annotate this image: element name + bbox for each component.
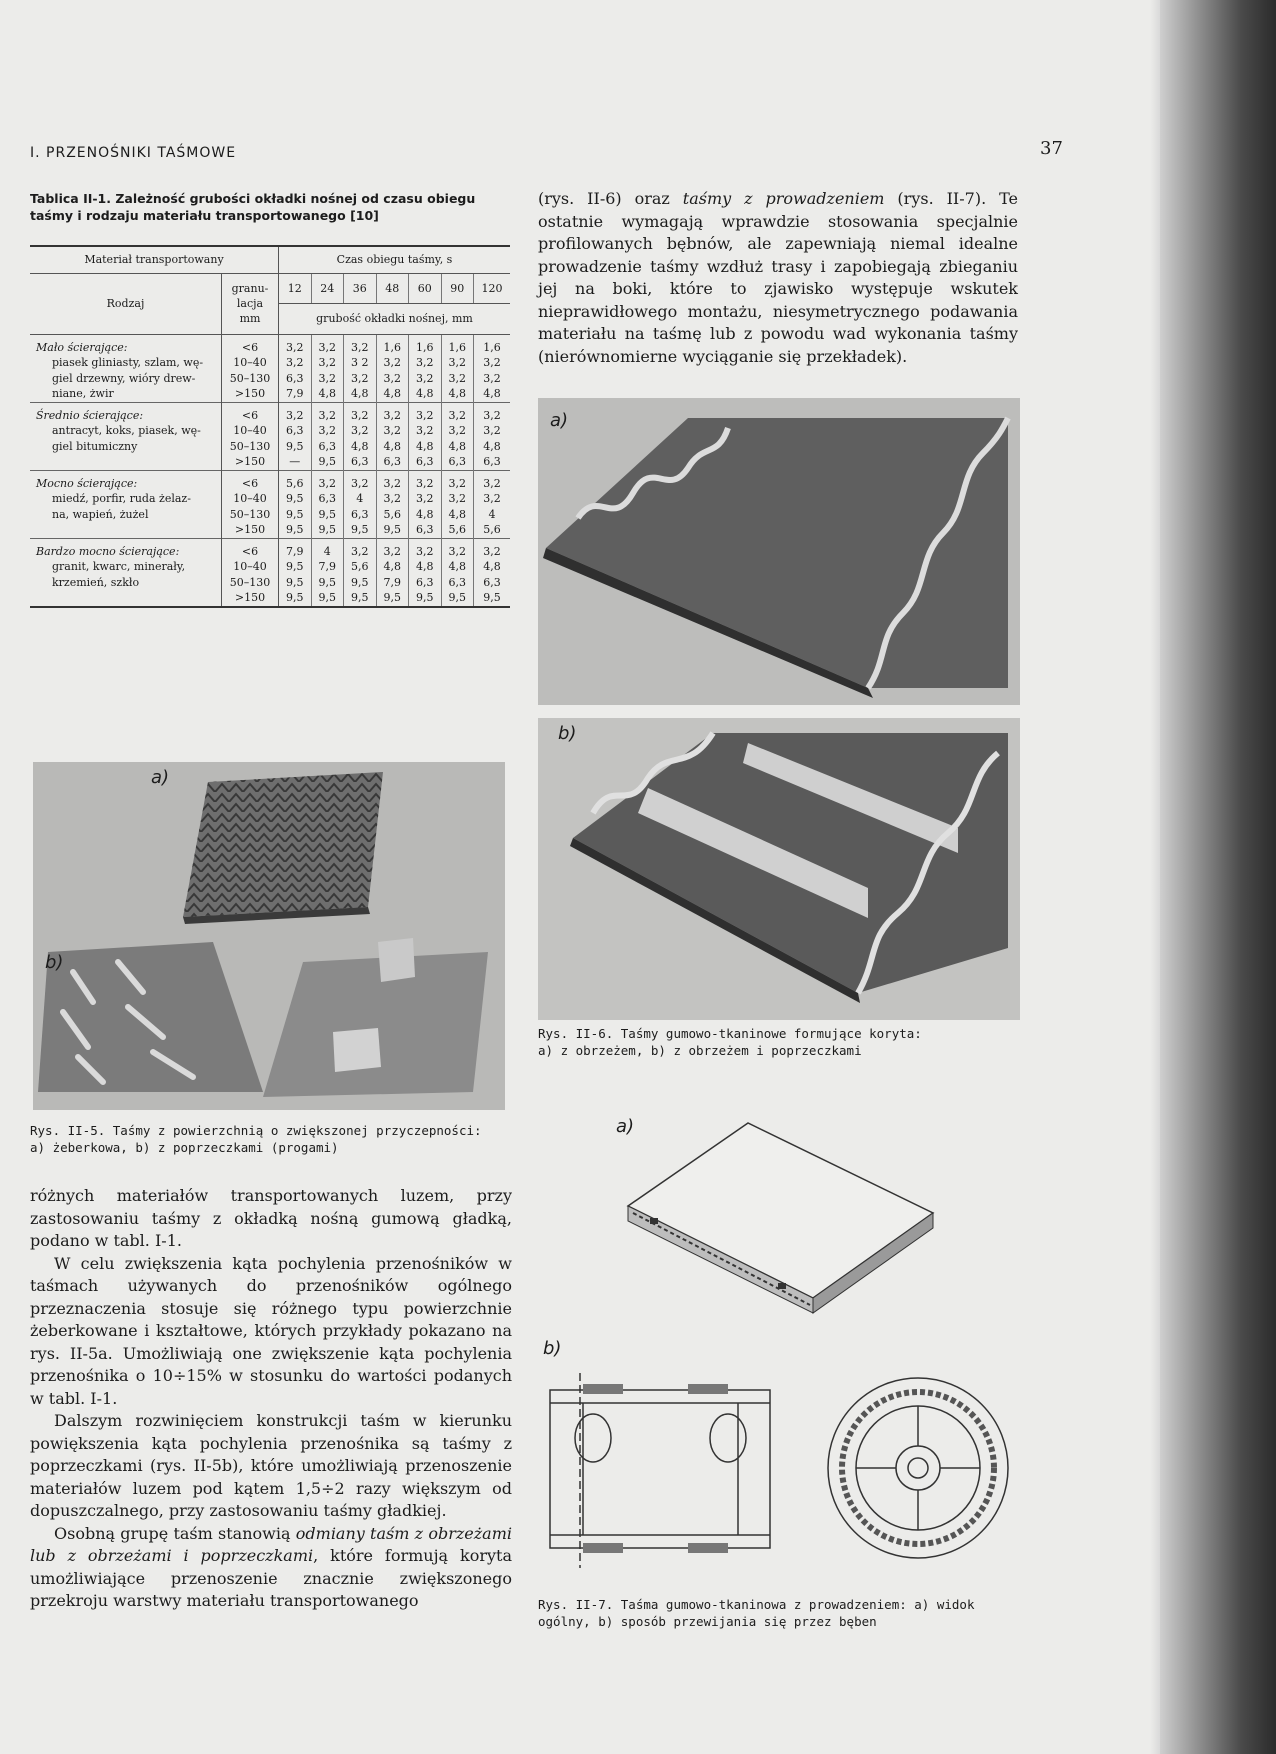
thickness-cell: 6,3	[409, 522, 442, 538]
granulation-cell: 10–40	[222, 355, 279, 371]
thickness-cell: 4,8	[441, 507, 474, 523]
granulation-cell: <6	[222, 470, 279, 491]
thickness-cell: 4,8	[441, 439, 474, 455]
thickness-cell: 5,6	[441, 522, 474, 538]
figure-6-caption	[538, 1025, 1020, 1059]
head-kind: Rodzaj	[30, 273, 222, 334]
thickness-cell: 4,8	[441, 559, 474, 575]
group-description-line	[30, 454, 222, 470]
group-name: Bardzo mocno ścierające:	[30, 538, 222, 559]
granulation-cell: 10–40	[222, 491, 279, 507]
thickness-cell: 9,5	[279, 439, 312, 455]
thickness-cell: 3,2	[441, 470, 474, 491]
figure-6a-drawing	[538, 398, 1020, 705]
table-row	[30, 454, 510, 470]
thickness-cell: 3,2	[376, 355, 409, 371]
group-description-line: piasek gliniasty, szlam, wę-	[30, 355, 222, 371]
thickness-cell: —	[279, 454, 312, 470]
table-row	[30, 355, 510, 371]
granulation-cell: <6	[222, 402, 279, 423]
thickness-cell: 3,2	[311, 402, 344, 423]
granulation-cell: 50–130	[222, 507, 279, 523]
group-description-line: krzemień, szkło	[30, 575, 222, 591]
thickness-cell: 4,8	[483, 387, 501, 400]
thickness-cell: 4,8	[344, 439, 377, 455]
thickness-cell: 3,2	[409, 491, 442, 507]
head-thickness: grubość okładki nośnej, mm	[279, 304, 511, 335]
right-column-text	[538, 188, 1018, 368]
thickness-cell: 6,3	[311, 491, 344, 507]
left-paragraph-2: W celu zwiększenia kąta pochylenia przenośników w taśmach używanych do przenośników ogólnego przeznaczenia stosuje się różnego typu powierzchnie żeberkowane i kształtowe, których przykłady pokazano na rys. II-5a. Umożliwiają one zwiększenie kąta pochylenia przenośnika o 10÷15% w stosunku do wartości podanych w tabl. I-1.	[30, 1253, 512, 1408]
thickness-cell: 3,2	[311, 470, 344, 491]
thickness-cell: 5,6	[344, 559, 377, 575]
group-description-line: na, wapień, żużel	[30, 507, 222, 523]
thickness-cell: 1,6	[441, 334, 474, 355]
thickness-cell: 3,2	[344, 402, 377, 423]
time-48: 48	[376, 273, 409, 304]
thickness-cell: 4,8	[311, 386, 344, 402]
thickness-cell: 3,2	[376, 470, 409, 491]
thickness-cell: 3,2	[344, 470, 377, 491]
figure-5-caption	[30, 1122, 512, 1156]
thickness-cell: 3,2	[441, 491, 474, 507]
group-description-line: giel bitumiczny	[30, 439, 222, 455]
thickness-cell: 3,2	[344, 371, 377, 387]
thickness-cell: 3,2	[311, 334, 344, 355]
table-body	[30, 334, 510, 607]
table-row	[30, 538, 510, 559]
thickness-cell: 6,3	[441, 454, 474, 470]
thickness-cell: 1,6	[409, 334, 442, 355]
thickness-cell: 6,3	[483, 575, 501, 589]
group-description-line: antracyt, koks, piasek, wę-	[30, 423, 222, 439]
thickness-cell: 3,2	[311, 423, 344, 439]
thickness-cell: 3,2	[376, 402, 409, 423]
thickness-cell: 3,2	[441, 538, 474, 559]
left-p4-italic: odmiany taśm z obrzeżami lub z obrzeżami i poprzeczkami	[30, 1523, 513, 1565]
group-description-line: niane, żwir	[30, 386, 222, 402]
figure-6b-photo	[538, 718, 1020, 1020]
fig5-caption-line-1: Rys. II-5. Taśmy z powierzchnią o zwiększonej przyczepności:	[30, 1123, 482, 1138]
thickness-cell: 3,2	[483, 424, 501, 437]
thickness-cell: 3,2	[376, 423, 409, 439]
fig7-caption-line-2: ogólny, b) sposób przewijania się przez bęben	[538, 1614, 877, 1629]
fig7-label-a: a)	[616, 1116, 635, 1137]
thickness-cell: 6,3	[279, 423, 312, 439]
left-column-text	[30, 1185, 512, 1613]
thickness-cell: 5,6	[376, 507, 409, 523]
thickness-cell: 3,2	[344, 538, 377, 559]
head-time: Czas obiegu taśmy, s	[279, 246, 511, 273]
time-12: 12	[279, 273, 312, 304]
fig6-caption-line-2: a) z obrzeżem, b) z obrzeżem i poprzeczkami	[538, 1043, 862, 1058]
thickness-cell: 9,5	[441, 590, 474, 607]
thickness-cell: 3,2	[474, 538, 511, 559]
fig6-label-a: a)	[550, 410, 569, 431]
figure-6b-drawing	[538, 718, 1020, 1020]
thickness-cell: 4,8	[441, 386, 474, 402]
thickness-cell: 3,2	[311, 371, 344, 387]
thickness-cell: 4,8	[409, 439, 442, 455]
right-p1-part-a: (rys. II-6) oraz	[538, 189, 683, 208]
thickness-cell: 9,5	[311, 522, 344, 538]
table-row	[30, 559, 510, 575]
thickness-cell: 9,5	[279, 575, 312, 591]
time-36: 36	[344, 273, 377, 304]
head-granulation	[222, 273, 279, 334]
head-material: Materiał transportowany	[30, 246, 279, 273]
thickness-cell: 9,5	[311, 575, 344, 591]
granulation-cell: 50–130	[222, 575, 279, 591]
thickness-cell: 3 2	[344, 355, 377, 371]
left-paragraph-4	[30, 1523, 512, 1613]
thickness-cell: 4,8	[483, 560, 501, 573]
book-spine	[1160, 0, 1276, 1754]
thickness-cell: 9,5	[344, 590, 377, 607]
group-name: Mało ścierające:	[30, 334, 222, 355]
granulation-cell: >150	[222, 522, 279, 538]
thickness-cell: 9,5	[483, 591, 501, 604]
thickness-cell: 3,2	[409, 423, 442, 439]
thickness-cell: 4	[344, 491, 377, 507]
figure-6a-photo	[538, 398, 1020, 705]
thickness-cell: 7,9	[376, 575, 409, 591]
table-row	[30, 423, 510, 439]
granulation-cell: 10–40	[222, 559, 279, 575]
thickness-cell: 9,5	[409, 590, 442, 607]
figure-5-drawing	[33, 762, 505, 1110]
thickness-cell: 3,2	[279, 402, 312, 423]
thickness-cell: 6,3	[409, 575, 442, 591]
group-name: Mocno ścierające:	[30, 470, 222, 491]
group-name: Średnio ścierające:	[30, 402, 222, 423]
thickness-cell: 5,6	[279, 470, 312, 491]
thickness-cell: 6,3	[344, 507, 377, 523]
granulation-cell: >150	[222, 590, 279, 607]
thickness-cell: 3,2	[279, 355, 312, 371]
thickness-cell: 3,2	[483, 492, 501, 505]
fig7-label-b: b)	[543, 1338, 562, 1359]
group-description-line	[30, 522, 222, 538]
thickness-cell: 4,8	[344, 386, 377, 402]
thickness-cell: 6,3	[376, 454, 409, 470]
table-row	[30, 522, 510, 538]
table-row	[30, 439, 510, 455]
granulation-cell: <6	[222, 334, 279, 355]
thickness-cell: 6,3	[483, 455, 501, 468]
figure-7-caption	[538, 1596, 1020, 1630]
thickness-cell: 3,2	[474, 470, 511, 491]
thickness-cell: 6,3	[279, 371, 312, 387]
table-row	[30, 470, 510, 491]
granulation-cell: 10–40	[222, 423, 279, 439]
time-120: 120	[474, 273, 511, 304]
fig5-label-a: a)	[151, 767, 170, 788]
granulation-cell: >150	[222, 386, 279, 402]
thickness-cell: 9,5	[311, 507, 344, 523]
thickness-cell: 3,2	[441, 423, 474, 439]
time-60: 60	[409, 273, 442, 304]
thickness-cell: 1,6	[376, 334, 409, 355]
thickness-cell: 3,2	[344, 423, 377, 439]
figure-5-photo	[33, 762, 505, 1110]
thickness-cell: 6,3	[344, 454, 377, 470]
thickness-cell: 9,5	[279, 590, 312, 607]
table-row	[30, 590, 510, 607]
thickness-cell: 9,5	[279, 507, 312, 523]
thickness-cell: 3,2	[441, 355, 474, 371]
thickness-cell: 6,3	[409, 454, 442, 470]
table-row	[30, 507, 510, 523]
figure-7-svg	[538, 1108, 1020, 1590]
thickness-cell: 4,8	[409, 507, 442, 523]
head-gran-2: lacja	[236, 297, 264, 310]
table-container	[30, 245, 510, 608]
left-p4-part-a: Osobną grupę taśm stanowią	[54, 1523, 296, 1543]
thickness-cell: 7,9	[279, 538, 312, 559]
left-p4-part-c: , które formują koryta umożliwiające przenoszenie znacznie zwiększonego przekroju warstwy materiału transportowanego	[30, 1546, 512, 1610]
thickness-cell: 9,5	[311, 590, 344, 607]
group-description-line: giel drzewny, wióry drew-	[30, 371, 222, 387]
thickness-cell: 3,2	[344, 334, 377, 355]
group-description-line	[30, 590, 222, 607]
thickness-cell: 9,5	[344, 575, 377, 591]
figure-7-drawing	[538, 1108, 1020, 1590]
thickness-cell: 4	[311, 538, 344, 559]
thickness-cell: 9,5	[344, 522, 377, 538]
thickness-cell: 9,5	[279, 491, 312, 507]
head-gran-3: mm	[239, 312, 261, 325]
thickness-cell: 3,2	[483, 371, 501, 385]
fig7-caption-line-1: Rys. II-7. Taśma gumowo-tkaninowa z prowadzeniem: a) widok	[538, 1597, 975, 1612]
thickness-cell: 4	[488, 507, 496, 521]
fig5-caption-line-2: a) żeberkowa, b) z poprzeczkami (progami)	[30, 1140, 339, 1155]
group-description-line: miedź, porfir, ruda żelaz-	[30, 491, 222, 507]
table-row	[30, 575, 510, 591]
thickness-cell: 4,8	[409, 559, 442, 575]
head-gran-1: granu-	[231, 282, 269, 295]
thickness-cell: 3,2	[474, 402, 511, 423]
right-paragraph-1	[538, 188, 1018, 368]
thickness-cell: 3,2	[409, 470, 442, 491]
thickness-cell: 3,2	[279, 334, 312, 355]
table-row	[30, 334, 510, 355]
thickness-cell: 4,8	[376, 559, 409, 575]
fig5-label-b: b)	[45, 952, 64, 973]
table-caption: Tablica II-1. Zależność grubości okładki nośnej od czasu obiegu taśmy i rodzaju materiału transportowanego [10]	[30, 191, 476, 223]
thickness-cell: 7,9	[279, 386, 312, 402]
thickness-cell: 3,2	[409, 355, 442, 371]
thickness-cell: 4,8	[483, 439, 501, 453]
thickness-cell: 3,2	[376, 371, 409, 387]
time-90: 90	[441, 273, 474, 304]
thickness-cell: 1,6	[483, 340, 501, 354]
thickness-cell: 3,2	[409, 402, 442, 423]
granulation-cell: 50–130	[222, 371, 279, 387]
thickness-cell: 4,8	[409, 386, 442, 402]
thickness-cell: 3,2	[409, 371, 442, 387]
left-paragraph-3: Dalszym rozwinięciem konstrukcji taśm w kierunku powiększenia kąta pochylenia przenośnika są taśmy z poprzeczkami (rys. II-5b), które umożliwiają przenoszenie materiałów luzem pod kątem 1,5÷2 razy większym od dopuszczalnego, przy zastosowaniu taśmy gładkiej.	[30, 1411, 512, 1520]
fig6-label-b: b)	[558, 723, 577, 744]
thickness-cell: 3,2	[409, 538, 442, 559]
page-number: 37	[1040, 138, 1063, 159]
group-description-line: granit, kwarc, minerały,	[30, 559, 222, 575]
thickness-cell: 3,2	[376, 538, 409, 559]
right-p1-part-c: (rys. II-7). Te ostatnie wymagają wprawdzie stosowania specjalnie profilowanych bębnów, ale zapewniają niemal idealne prowadzenie taśmy wzdłuż trasy i zapobiegają zbieganiu jej na boki, które to zjawisko występuje wskutek nieprawidłowego montażu, niesymetrycznego podawania materiału na taśmę lub z powodu wad wykonania taśmy (nierównomierne wyciąganie się przekładek).	[538, 189, 1019, 366]
data-table	[30, 245, 510, 608]
thickness-cell: 9,5	[376, 590, 409, 607]
granulation-cell: >150	[222, 454, 279, 470]
thickness-cell: 4,8	[376, 439, 409, 455]
thickness-cell: 9,5	[376, 522, 409, 538]
thickness-cell: 3,2	[441, 371, 474, 387]
thickness-cell: 6,3	[441, 575, 474, 591]
right-p1-italic: taśmy z prowadzeniem	[682, 189, 885, 208]
thickness-cell: 3,2	[441, 402, 474, 423]
thickness-cell: 9,5	[279, 559, 312, 575]
table-row	[30, 371, 510, 387]
granulation-cell: <6	[222, 538, 279, 559]
running-header: I. PRZENOŚNIKI TAŚMOWE	[30, 145, 237, 161]
thickness-cell: 4,8	[376, 386, 409, 402]
thickness-cell: 9,5	[311, 454, 344, 470]
thickness-cell: 5,6	[483, 523, 501, 536]
granulation-cell: 50–130	[222, 439, 279, 455]
left-paragraph-1: różnych materiałów transportowanych luzem, przy zastosowaniu taśmy z okładką nośną gumową gładką, podano w tabl. I-1.	[30, 1186, 512, 1250]
table-row	[30, 386, 510, 402]
thickness-cell: 3,2	[311, 355, 344, 371]
table-row	[30, 402, 510, 423]
thickness-cell: 3,2	[483, 356, 501, 369]
table-row	[30, 491, 510, 507]
time-24: 24	[311, 273, 344, 304]
thickness-cell: 3,2	[376, 491, 409, 507]
thickness-cell: 7,9	[311, 559, 344, 575]
thickness-cell: 6,3	[311, 439, 344, 455]
fig6-caption-line-1: Rys. II-6. Taśmy gumowo-tkaninowe formujące koryta:	[538, 1026, 922, 1041]
thickness-cell: 9,5	[279, 522, 312, 538]
